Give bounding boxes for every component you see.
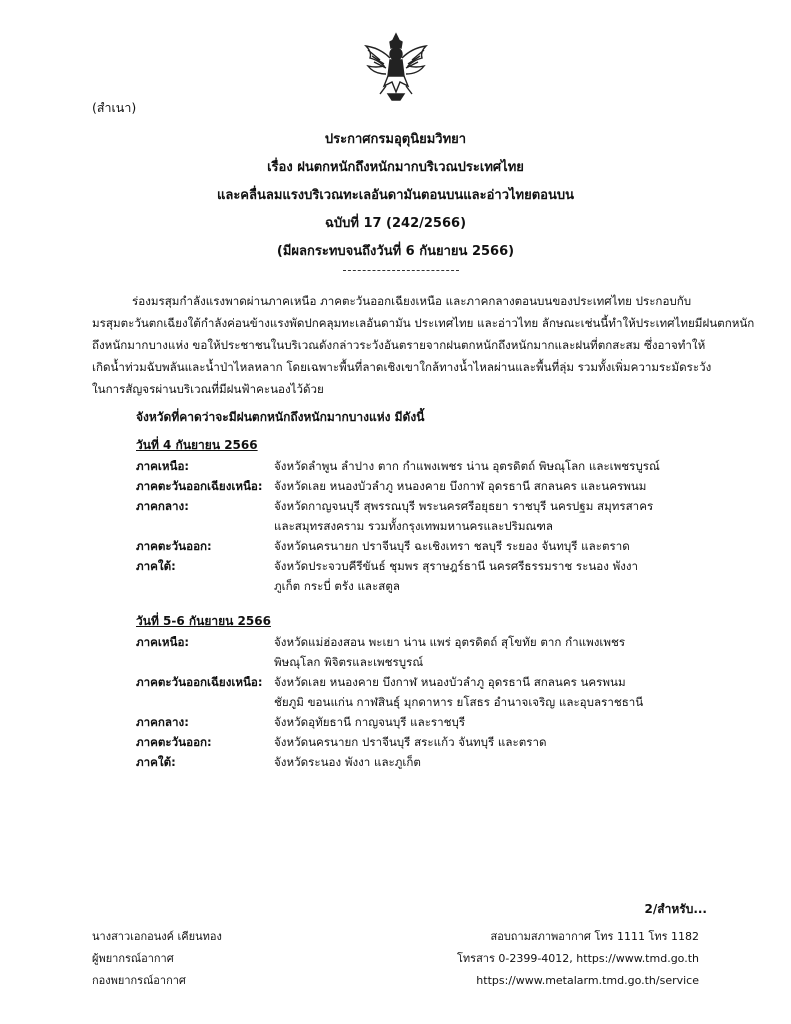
province-line: พิษณุโลก พิจิตรและเพชรบูรณ์ bbox=[274, 655, 424, 669]
body-line: เกิดน้ำท่วมฉับพลันและน้ำป่าไหลหลาก โดยเฉพาะพื้นที่ลาดเชิงเขาใกล้ทางน้ำไหลผ่านและพื้นที่ลุ่ม รวมทั้งเพิ่มความระมัดระวัง bbox=[92, 360, 712, 374]
province-list bbox=[274, 476, 716, 496]
province-list bbox=[274, 632, 716, 672]
contact-service-link[interactable]: https://www.metalarm.tmd.go.th/service bbox=[476, 974, 699, 987]
region-row bbox=[136, 536, 716, 556]
body-paragraph bbox=[92, 290, 755, 400]
copy-label: (สำเนา) bbox=[92, 100, 137, 115]
region-label: ภาคตะวันออก: bbox=[136, 539, 212, 553]
province-list bbox=[274, 672, 716, 712]
region-row bbox=[136, 476, 716, 496]
province-line: และสมุทรสงคราม รวมทั้งกรุงเทพมหานครและปริมณฑล bbox=[274, 519, 554, 533]
contact-block bbox=[457, 926, 699, 992]
province-list bbox=[274, 732, 716, 752]
body-line: มรสุมตะวันตกเฉียงใต้กำลังค่อนข้างแรงพัดปกคลุมทะเลอันดามัน ประเทศไทย และอ่าวไทย ลักษณะเช่นนี้ทำให้ประเทศไทยมีฝนตกหนัก bbox=[92, 316, 755, 330]
province-line: จังหวัดนครนายก ปราจีนบุรี ฉะเชิงเทรา ชลบุรี ระยอง จันทบุรี และตราด bbox=[274, 539, 630, 553]
province-list bbox=[274, 752, 716, 772]
province-list bbox=[274, 556, 716, 596]
issue-number: ฉบับที่ 17 (242/2566) bbox=[324, 216, 467, 231]
body-line: ถึงหนักมากบางแห่ง ขอให้ประชาชนในบริเวณดังกล่าวระวังอันตรายจากฝนตกหนักถึงหนักมากและฝนที่ตกสะสม ซึ่งอาจทำให้ bbox=[92, 338, 706, 352]
contact-phone: สอบถามสภาพอากาศ โทร 1111 โทร 1182 bbox=[490, 930, 699, 943]
day-title: วันที่ 5-6 กันยายน 2566 bbox=[136, 614, 271, 628]
signatory-block bbox=[92, 926, 222, 992]
province-list bbox=[274, 456, 716, 476]
body-line: ในการสัญจรผ่านบริเวณที่มีฝนฟ้าคะนองไว้ด้วย bbox=[92, 382, 324, 396]
signatory-position: ผู้พยากรณ์อากาศ bbox=[92, 952, 174, 965]
region-label: ภาคเหนือ: bbox=[136, 459, 190, 473]
province-list bbox=[274, 536, 716, 556]
announcement-subject-cont: และคลื่นลมแรงบริเวณทะเลอันดามันตอนบนและอ่าวไทยตอนบน bbox=[216, 188, 575, 203]
region-label: ภาคตะวันออกเฉียงเหนือ: bbox=[136, 675, 263, 689]
province-line: จังหวัดแม่ฮ่องสอน พะเยา น่าน แพร่ อุตรดิตถ์ สุโขทัย ตาก กำแพงเพชร bbox=[274, 635, 626, 649]
region-row bbox=[136, 556, 716, 596]
province-list bbox=[274, 496, 716, 536]
province-line: จังหวัดระนอง พังงา และภูเก็ต bbox=[274, 755, 421, 769]
province-line: จังหวัดเลย หนองบัวลำภู หนองคาย บึงกาฬ อุดรธานี สกลนคร และนครพนม bbox=[274, 479, 647, 493]
region-row bbox=[136, 496, 716, 536]
region-row bbox=[136, 632, 716, 672]
region-row bbox=[136, 672, 716, 712]
province-line: จังหวัดอุทัยธานี กาญจนบุรี และราชบุรี bbox=[274, 715, 466, 729]
province-line: ภูเก็ต กระบี่ ตรัง และสตูล bbox=[274, 579, 400, 593]
divider bbox=[343, 270, 459, 271]
announcement-subject: เรื่อง ฝนตกหนักถึงหนักมากบริเวณประเทศไทย bbox=[267, 160, 524, 175]
province-line: จังหวัดกาญจนบุรี สุพรรณบุรี พระนครศรีอยุธยา ราชบุรี นครปฐม สมุทรสาคร bbox=[274, 499, 654, 513]
next-page-indicator: 2/สำหรับ... bbox=[644, 902, 707, 916]
region-label: ภาคใต้: bbox=[136, 559, 176, 573]
region-label: ภาคตะวันออกเฉียงเหนือ: bbox=[136, 479, 263, 493]
day-section-2 bbox=[136, 610, 716, 772]
region-label: ภาคกลาง: bbox=[136, 715, 189, 729]
region-row bbox=[136, 752, 716, 772]
region-label: ภาคตะวันออก: bbox=[136, 735, 212, 749]
region-label: ภาคกลาง: bbox=[136, 499, 189, 513]
region-label: ภาคใต้: bbox=[136, 755, 176, 769]
province-line: จังหวัดประจวบคีรีขันธ์ ชุมพร สุราษฎร์ธานี นครศรีธรรมราช ระนอง พังงา bbox=[274, 559, 639, 573]
effective-date: (มีผลกระทบจนถึงวันที่ 6 กันยายน 2566) bbox=[276, 244, 515, 259]
province-line: จังหวัดลำพูน ลำปาง ตาก กำแพงเพชร น่าน อุตรดิตถ์ พิษณุโลก และเพชรบูรณ์ bbox=[274, 459, 660, 473]
announcement-agency: ประกาศกรมอุตุนิยมวิทยา bbox=[324, 132, 467, 147]
province-list bbox=[274, 712, 716, 732]
province-line: จังหวัดเลย หนองคาย บึงกาฬ หนองบัวลำภู อุดรธานี สกลนคร นครพนม bbox=[274, 675, 626, 689]
region-label: ภาคเหนือ: bbox=[136, 635, 190, 649]
region-row bbox=[136, 732, 716, 752]
signatory-name: นางสาวเอกอนงค์ เคียนทอง bbox=[92, 930, 222, 943]
province-line: ชัยภูมิ ขอนแก่น กาฬสินธุ์ มุกดาหาร ยโสธร อำนาจเจริญ และอุบลราชธานี bbox=[274, 695, 644, 709]
day-title: วันที่ 4 กันยายน 2566 bbox=[136, 438, 258, 452]
day-section-1 bbox=[136, 434, 716, 596]
body-line: ร่องมรสุมกำลังแรงพาดผ่านภาคเหนือ ภาคตะวันออกเฉียงเหนือ และภาคกลางตอนบนของประเทศไทย ประกอบกับ bbox=[132, 294, 692, 308]
region-row bbox=[136, 456, 716, 476]
contact-fax-website: โทรสาร 0-2399-4012, https://www.tmd.go.th bbox=[457, 952, 699, 965]
provinces-heading: จังหวัดที่คาดว่าจะมีฝนตกหนักถึงหนักมากบางแห่ง มีดังนี้ bbox=[136, 410, 425, 424]
province-line: จังหวัดนครนายก ปราจีนบุรี สระแก้ว จันทบุรี และตราด bbox=[274, 735, 547, 749]
signatory-division: กองพยากรณ์อากาศ bbox=[92, 974, 186, 987]
garuda-emblem-icon bbox=[358, 30, 434, 102]
region-row bbox=[136, 712, 716, 732]
